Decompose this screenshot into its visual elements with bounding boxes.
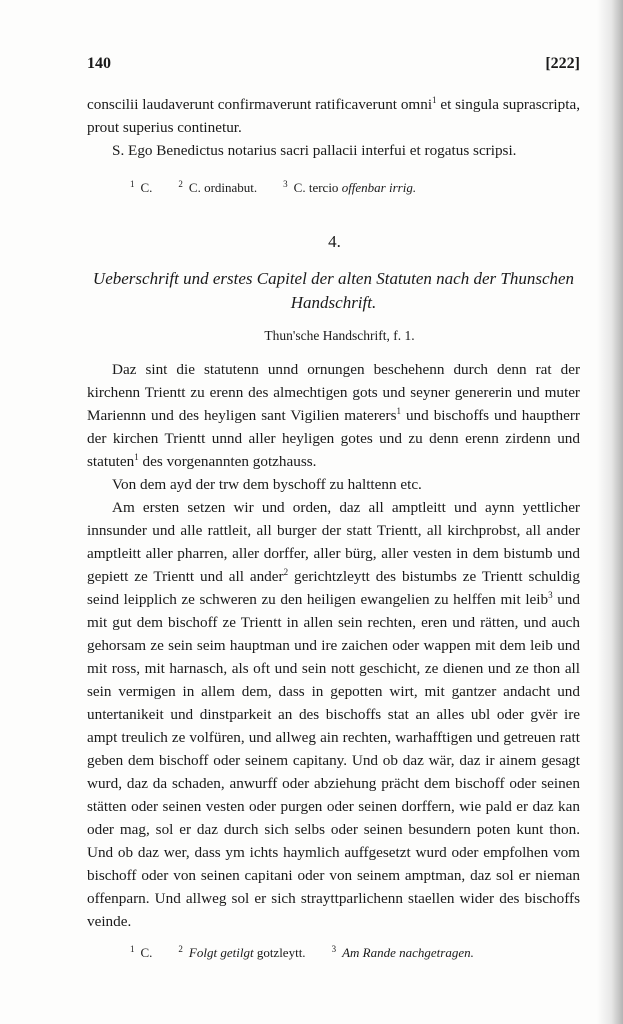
document-body bbox=[87, 358, 580, 933]
footnote-item: $^3$ Am Rande nachgetragen. bbox=[331, 943, 474, 960]
document-title: Ueberschrift und erstes Capitel der alten Statuten nach der Thunschen Handschrift. bbox=[92, 269, 575, 312]
body-paragraph: Daz sint die statutenn unnd ornungen beschehenn durch denn rat der kirchenn Trientt zu erenn des almechtigen gots und seyner genererin und muter Mariennn und des heyligen sant Vigilien materers$^1$ und bischoffs und hauptherr der kirchen Trientt unnd aller heyligen gotes und zu denn erenn zirdenn und statuten$^1$ des vorgenannten gotzhauss. bbox=[87, 361, 580, 470]
footnote-ref: 1 bbox=[134, 451, 139, 462]
footnote-ref: 1 bbox=[432, 94, 437, 105]
footnote-item: $^1$ C. bbox=[130, 178, 153, 195]
footnote-ref: 1 bbox=[396, 405, 401, 416]
footnote-ref: 3 bbox=[548, 589, 553, 600]
page-number: 140 bbox=[87, 55, 111, 72]
previous-document-ending bbox=[87, 93, 580, 162]
footnote-item: $^2$ Folgt getilgt gotzleytt. bbox=[178, 943, 306, 960]
page-header bbox=[87, 55, 580, 73]
document-source: Thun'sche Handschrift, f. 1. bbox=[264, 328, 415, 343]
page-reference: [222] bbox=[545, 55, 580, 72]
notary-signature: S. Ego Benedictus notarius sacri pallacii interfui et rogatus scripsi. bbox=[112, 142, 517, 159]
document-number: 4. bbox=[328, 232, 341, 251]
footnotes-top bbox=[130, 180, 416, 196]
body-paragraph: Am ersten setzen wir und orden, daz all amptleitt und aynn yettlicher innsunder und alle rattleit, all burger der statt Trientt, all kirchprobst, all ander amptleitt aller pharren, aller dorffer, aller bürg, aller vesten in dem bistumb und gepiett ze Trientt und all ander$^2$ gerichtzleytt des bistumbs ze Trientt schuldig seind leipplich ze schweren zu den heiligen ewangelien zu helffen mit leib$^3$ und mit gut dem bischoff ze Trientt in allen sein rechten, eren und rätten, und auch gehorsam ze sein seim hauptman und ire zaichen oder wappen mit dem leib und mit ross, mit harnasch, als oft und sein nott geschicht, ze dienen und ze thon all sein vermigen in allem dem, dass in gepotten wirt, mit gantzer andacht und untertanikeit und dinstparkeit an des bischoffs stat an alles ubl oder gvër ire ampt treulich ze volfüren, und allweg ain rechten, warhafftigen und getreuen ratt geben dem bischoff oder seinem capitany. Und ob daz wär, daz ir ainem gesagt wurd, daz da schaden, anwurff oder abziehung prächt dem bischoff oder seinen stätten oder seinen vesten oder purgen oder seinen dorffern, wie pald er daz kan oder mag, sol er daz durch sich selbs oder seinen besundern poten kunt thon. Und ob daz wer, dass ym ichts haymlich auffgesetzt wurd oder empfolhen vom bischoff oder von seinen capitani oder von seinem amptman, daz sol er nieman offenparn. Und allweg sol er sich strayttparlichenn staellen wider des bischoffs veinde. bbox=[87, 499, 580, 930]
closing-paragraph: conscilii laudaverunt confirmaverunt ratificaverunt omni$^1$ et singula suprascripta, prout superius continetur. bbox=[87, 94, 580, 136]
footnote-item: $^2$ C. ordinabut. bbox=[178, 178, 258, 195]
footnote-item: $^1$ C. bbox=[130, 943, 153, 960]
footnote-item: $^3$ C. tercio offenbar irrig. bbox=[283, 178, 417, 195]
page-edge-shadow bbox=[597, 0, 623, 1024]
footnotes-bottom bbox=[130, 945, 474, 961]
section-heading: Von dem ayd der trw dem byschoff zu halttenn etc. bbox=[112, 476, 422, 493]
footnote-ref: 2 bbox=[283, 566, 289, 577]
